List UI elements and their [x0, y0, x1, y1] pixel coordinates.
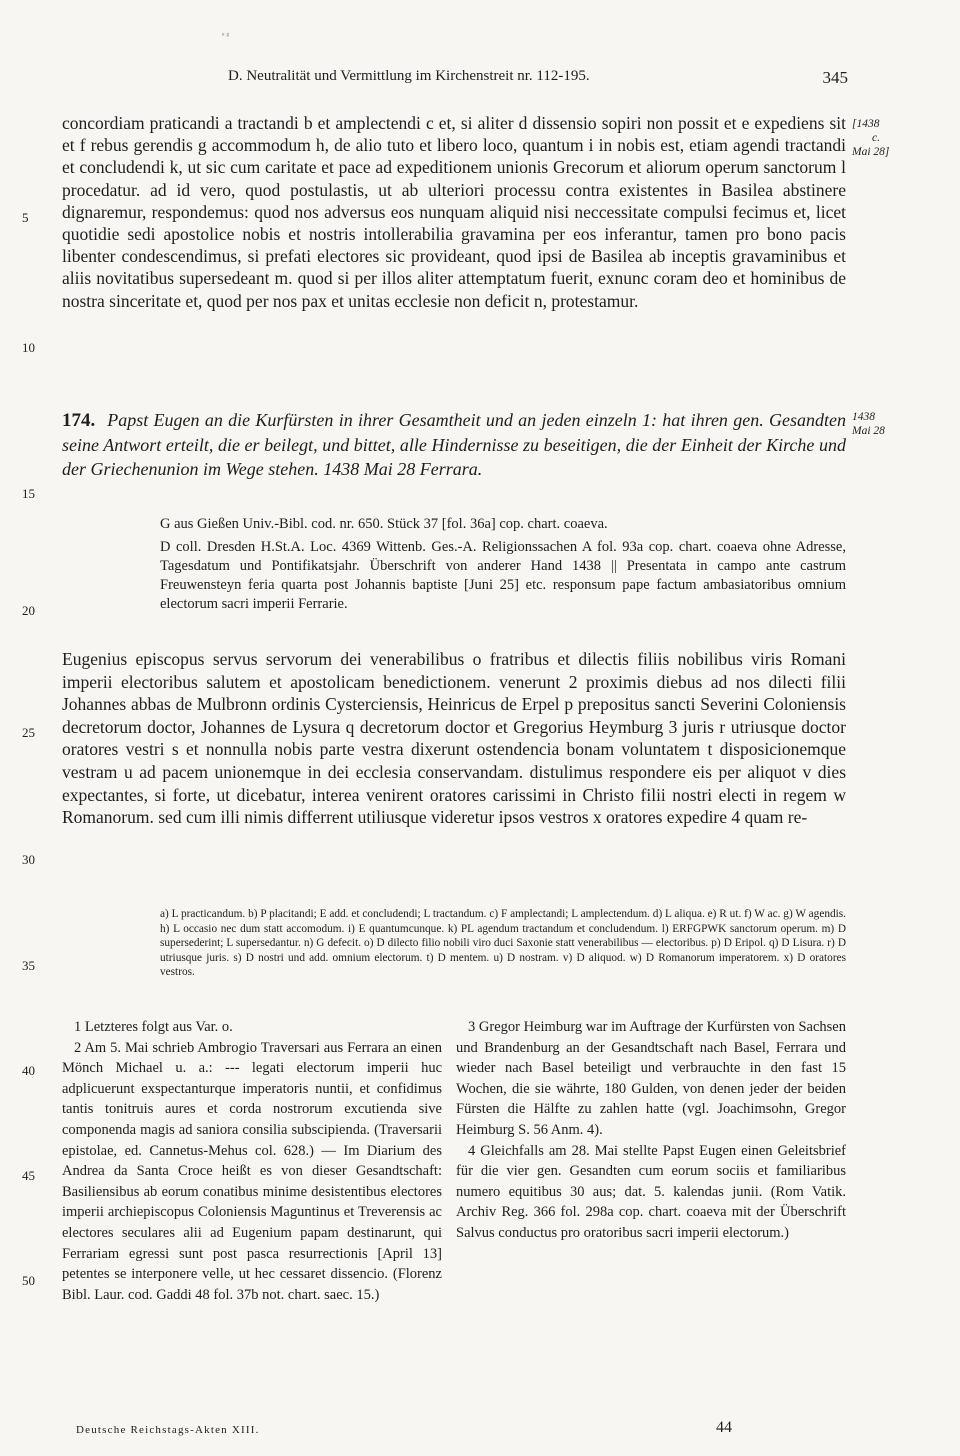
document-title: Papst Eugen an die Kurfürsten in ihrer Gesamtheit und an jeden einzeln 1: hat ihren gen. Gesandten seine Antwort erteilt, die er beilegt, und bittet, alle Hindernisse zu beseitigen, die der Einheit der Kirche und der Griechenunion im Wege stehen. 1438 Mai 28 Ferrara.	[62, 410, 846, 479]
margin-date-circa: c.	[872, 132, 880, 144]
line-number-5: 5	[22, 210, 29, 225]
running-title: D. Neutralität und Vermittlung im Kirchenstreit nr. 112-195.	[228, 68, 590, 84]
document-heading	[62, 408, 846, 481]
critical-apparatus: a) L practicandum. b) P placitandi; E add. et concludendi; L tractandum. c) F amplectandi; L amplectendum. d) L aliqua. e) R ut. f) W ac. g) W agendis. h) L occasio nec dum statt accomodum. i) E quantumcunque. k) PL agendum tractandum et concludendum. l) ERFGPWK sanctorum operum. m) D supersederint; L supersedantur. n) G defecit. o) D dilecto filio nobili viro duci Saxonie statt venerabilibus — electoribus. p) D Eripol. q) D Lisura. r) D utriusque juris. s) D nostri und add. omnium electorum. t) D mentem. u) D nostram. v) D aliquod. w) D Romanorum imperatorem. x) D oratores vestros.	[160, 908, 846, 979]
scan-mark: ᵉ ᵍ	[222, 30, 230, 40]
source-d: D coll. Dresden H.St.A. Loc. 4369 Wittenb. Ges.-A. Religionssachen A fol. 93a cop. chart. coaeva ohne Adresse, Tagesdatum und Pontifikatsjahr. Überschrift von anderer Hand 1438 || Presentata in campo ante castrum Freuwensteyn feria quarta post Johannis baptiste [Juni 25] etc. responsum pape factum ambasiatoribus omnium electorum sacri imperii Ferrarie.	[160, 539, 846, 612]
footnote-2: 2 Am 5. Mai schrieb Ambrogio Traversari aus Ferrara an einen Mönch Michael u. a.: --- legati electorum imperii huc adplicuerunt exspectanturque imperatoris nuntii, et confidimus tantis tonitruis aures et corda nostrorum excutienda sive componenda magis ad saniora consilia subscipienda. (Traversarii epistolae, ed. Cannetus-Mehus col. 628.) — Im Diarium des Andrea da Santa Croce heißt es von dieser Gesandtschaft: Basiliensibus ab eorum conatibus minime desistentibus electores imperii archiepiscopus Coloniensis Maguntinus et Treverensis ac electores seculares alii ad Eugenium papam destinarunt, qui Ferrariam egressi sunt post pasca resurrectionis [April 13] petentes se interponere velle, ut hec cessaret dissencio. (Florenz Bibl. Laur. cod. Gaddi 48 fol. 37b not. chart. saec. 15.)	[62, 1039, 442, 1303]
page-number: 345	[822, 68, 848, 87]
series-footer: Deutsche Reichstags-Akten XIII.	[76, 1424, 260, 1436]
document-number: 174.	[62, 410, 96, 431]
line-number-10: 10	[22, 340, 35, 355]
line-number-45: 45	[22, 1168, 35, 1183]
source-g: G aus Gießen Univ.-Bibl. cod. nr. 650. Stück 37 [fol. 36a] cop. chart. coaeva.	[160, 516, 608, 532]
line-number-40: 40	[22, 1063, 35, 1078]
letter-body: Eugenius episcopus servus servorum dei venerabilibus o fratribus et dilectis filiis nobilibus viris Romani imperii electoribus salutem et apostolicam benedictionem. venerunt 2 proximis diebus ad nos dilecti filii Johannes abbas de Mulbronn ordinis Cysterciensis, Heinricus de Erpel p prepositus sancti Severini Coloniensis decretorum doctor, Johannes de Lysura q decretorum doctor et Gregorius Heymburg 3 juris r utriusque doctor oratores vestri s et nonnulla nobis parte vestra dixerunt ostendencia bonam voluntatem t disposicionemque vestram u ad pacem unionemque in dei ecclesia conservandam. distulimus respondere eis per aliquot v dies expectantes, si forte, ut dicebatur, interea venirent oratores carissimi in Christo filii nostri electi in regem w Romanorum. sed cum illi nimis differrent utiliusque videretur ipsos vestros x oratores expedire 4 quam re-	[62, 649, 846, 828]
margin-doc-day: Mai 28	[852, 425, 885, 437]
intro-paragraph: concordiam praticandi a tractandi b et amplectendi c et, si aliter d dissensio sopiri non possit et e expediens sit et f rebus gerendis g accommodum h, de alio tuto et libero loco, quantum i in nobis est, etiam agendi tractandi et concludendi k, ut sic cum caritate et pace ad expeditionem unionis Grecorum et aliorum operum sanctorum l procedatur. ad id vero, quod postulastis, ut ab ulteriori processu contra existentes in Basilea abstinere dignaremur, respondemus: quod nos adversus eos nunquam aliquid nisi neccessitate compulsi fecimus et, licet quotidie sedi apostolice nobis et nostris intollerabilia gravamina per eos inferantur, tamen pro bono pacis libenter condescendimus, si prefati electores sic provideant, quod ipsi de Basilea ab inceptis gravaminibus et aliis novitatibus supersedeant m. quod si per illos aliter attemptatum fuerit, exnunc coram deo et hominibus de nostra sinceritate et, quod per nos pax et unitas ecclesie non deficit n, protestamur.	[62, 113, 846, 311]
footnote-3: 3 Gregor Heimburg war im Auftrage der Kurfürsten von Sachsen und Brandenburg an der Gesandtschaft nach Basel, Ferrara und wieder nach Basel beteiligt und verbrauchte in den fast 15 Wochen, die sie währte, 180 Gulden, von denen jeder der beiden Fürsten die Hälfte zu zahlen hatte (vgl. Joachimsohn, Gregor Heimburg S. 56 Anm. 4).	[456, 1019, 846, 1138]
line-number-50: 50	[22, 1273, 35, 1288]
line-number-30: 30	[22, 852, 35, 867]
margin-date-close: Mai 28]	[852, 146, 890, 158]
line-number-20: 20	[22, 603, 35, 618]
footnote-1: 1 Letzteres folgt aus Var. o.	[74, 1019, 233, 1035]
footnotes-right-column	[456, 1017, 846, 1244]
leaf-number: 44	[716, 1419, 732, 1436]
footnotes-left-column	[62, 1017, 442, 1305]
running-header	[228, 68, 848, 85]
line-number-25: 25	[22, 725, 35, 740]
line-number-35: 35	[22, 958, 35, 973]
line-number-15: 15	[22, 486, 35, 501]
margin-doc-year: 1438	[852, 411, 875, 423]
margin-date-open: [1438	[852, 118, 880, 130]
footnote-4: 4 Gleichfalls am 28. Mai stellte Papst Eugen einen Geleitsbrief für die vier gen. Gesandten cum eorum sociis et familiaribus numero equitibus 30 aus; dat. 5. kalendas junii. (Rom Vatik. Archiv Reg. 366 fol. 298a cop. chart. coaeva mit der Überschrift Salvus conductus pro oratoribus sacri imperii electorum.)	[456, 1142, 846, 1241]
